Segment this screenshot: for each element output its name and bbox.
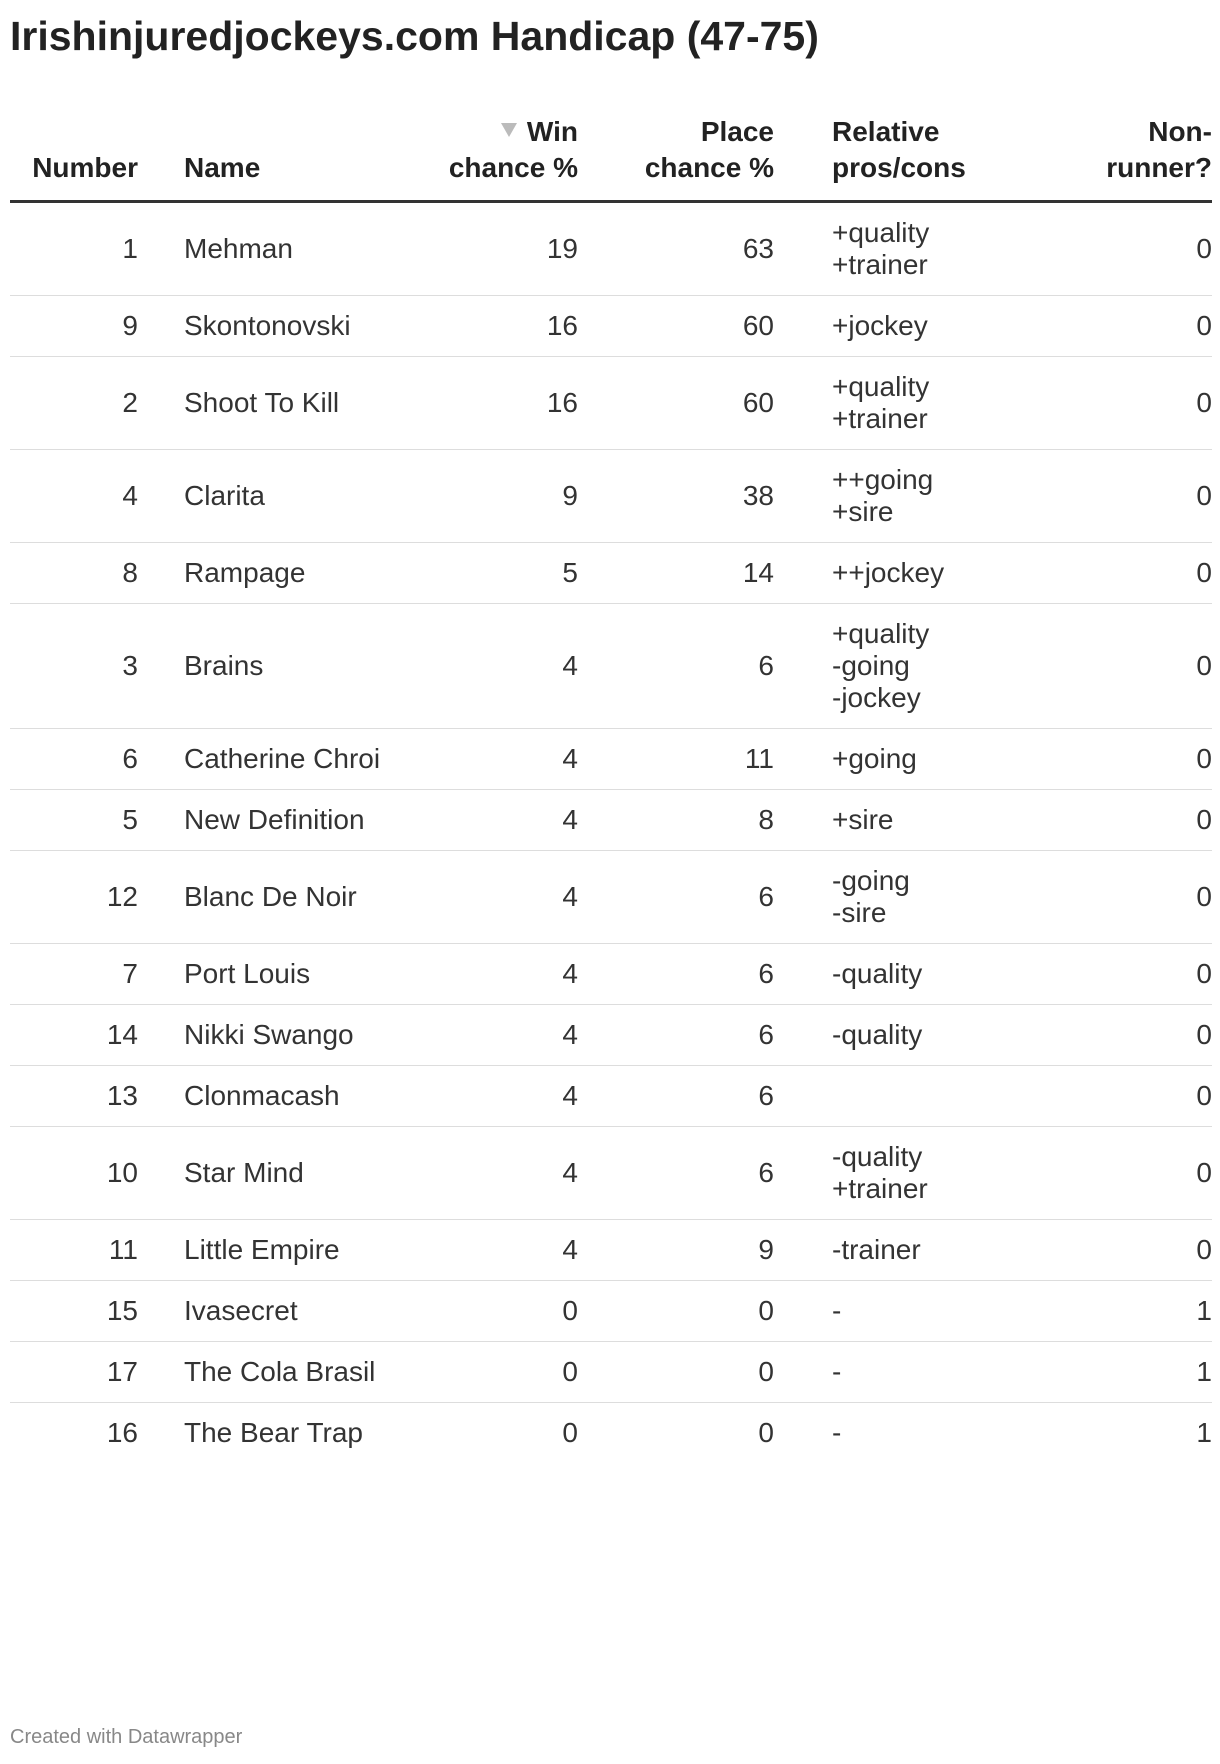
pros-cons-item: +jockey	[832, 310, 928, 341]
cell-name: Mehman	[138, 202, 398, 296]
cell-pros	[774, 1342, 1062, 1403]
cell-number: 15	[10, 1281, 138, 1342]
cell-pros	[774, 1127, 1062, 1220]
column-header-label: Name	[184, 152, 261, 183]
pros-cons-item: -going	[832, 650, 910, 681]
table-row	[10, 1403, 1212, 1464]
cell-nr: 0	[1062, 543, 1212, 604]
cell-win: 4	[398, 1066, 578, 1127]
cell-place: 6	[578, 1127, 774, 1220]
column-header-win[interactable]	[398, 114, 578, 202]
cell-place: 63	[578, 202, 774, 296]
pros-cons-item: -going	[832, 865, 910, 896]
table-header-row	[10, 114, 1212, 202]
cell-pros	[774, 729, 1062, 790]
cell-win: 0	[562, 1417, 578, 1448]
cell-name: Rampage	[138, 543, 398, 604]
cell-place: 6	[578, 1066, 774, 1127]
cell-name: The Cola Brasil	[138, 1342, 398, 1403]
pros-cons-item: -jockey	[832, 682, 921, 713]
cell-name: New Definition	[138, 790, 398, 851]
cell-number: 5	[10, 790, 138, 851]
cell-nr: 1	[1196, 1417, 1212, 1448]
cell-nr: 0	[1062, 450, 1212, 543]
cell-win: 4	[398, 851, 578, 944]
cell-win: 4	[398, 1220, 578, 1281]
cell-place: 60	[578, 296, 774, 357]
cell-name: Nikki Swango	[138, 1005, 398, 1066]
cell-nr: 0	[1062, 357, 1212, 450]
pros-cons-item: -	[832, 1356, 842, 1387]
table-row	[10, 1127, 1212, 1220]
cell-win: 16	[398, 357, 578, 450]
table-row	[10, 729, 1212, 790]
table-row	[10, 1342, 1212, 1403]
cell-number: 8	[10, 543, 138, 604]
cell-win: 4	[398, 1005, 578, 1066]
cell-place: 0	[758, 1417, 774, 1448]
column-header-label: chance %	[644, 152, 774, 183]
cell-number: 1	[10, 202, 138, 296]
cell-name: Little Empire	[138, 1220, 398, 1281]
pros-cons-item: +quality	[832, 618, 930, 649]
cell-nr: 0	[1062, 1220, 1212, 1281]
table-body	[10, 202, 1212, 1464]
column-header-label: pros/cons	[832, 152, 966, 183]
cell-pros	[774, 944, 1062, 1005]
cell-win: 4	[398, 944, 578, 1005]
cell-number: 4	[10, 450, 138, 543]
cell-number: 12	[10, 851, 138, 944]
column-header-nr[interactable]	[1062, 114, 1212, 202]
cell-pros	[774, 1403, 1062, 1464]
table-row	[10, 944, 1212, 1005]
column-header-place[interactable]	[578, 114, 774, 202]
column-header-name[interactable]	[138, 114, 398, 202]
cell-pros	[774, 357, 1062, 450]
cell-pros	[774, 1005, 1062, 1066]
table-row	[10, 543, 1212, 604]
cell-nr: 0	[1062, 202, 1212, 296]
pros-cons-item: ++jockey	[832, 557, 945, 588]
cell-nr: 0	[1062, 604, 1212, 729]
cell-name: Port Louis	[138, 944, 398, 1005]
cell-nr: 0	[1062, 1005, 1212, 1066]
cell-number: 17	[10, 1342, 138, 1403]
cell-place: 38	[578, 450, 774, 543]
cell-name: Skontonovski	[138, 296, 398, 357]
cell-place: 14	[578, 543, 774, 604]
cell-number: 14	[10, 1005, 138, 1066]
cell-pros	[774, 604, 1062, 729]
cell-number: 9	[10, 296, 138, 357]
pros-cons-item: -trainer	[832, 1234, 921, 1265]
pros-cons-item: -	[832, 1417, 842, 1448]
cell-win: 4	[398, 790, 578, 851]
pros-cons-item: -quality	[832, 958, 923, 989]
cell-pros	[774, 296, 1062, 357]
cell-nr: 0	[1062, 790, 1212, 851]
cell-place: 0	[578, 1342, 774, 1403]
cell-name: Clonmacash	[138, 1066, 398, 1127]
cell-name: Catherine Chroi	[138, 729, 398, 790]
cell-win: 9	[398, 450, 578, 543]
column-header-label: runner?	[1106, 152, 1212, 183]
table-row	[10, 296, 1212, 357]
cell-place: 6	[578, 944, 774, 1005]
cell-number: 6	[10, 729, 138, 790]
table-row	[10, 1281, 1212, 1342]
pros-cons-item: +trainer	[832, 249, 928, 280]
cell-nr: 1	[1062, 1342, 1212, 1403]
pros-cons-item: -quality	[832, 1019, 923, 1050]
footer-credit: Created with Datawrapper	[10, 1726, 243, 1748]
cell-win: 0	[398, 1281, 578, 1342]
cell-nr: 0	[1062, 1127, 1212, 1220]
cell-nr: 0	[1062, 729, 1212, 790]
pros-cons-item: +trainer	[832, 1173, 928, 1204]
table-row	[10, 604, 1212, 729]
table-row	[10, 851, 1212, 944]
cell-place: 6	[578, 851, 774, 944]
cell-win: 0	[398, 1342, 578, 1403]
cell-pros	[774, 450, 1062, 543]
cell-win: 19	[398, 202, 578, 296]
pros-cons-item: +sire	[832, 804, 894, 835]
cell-number: 11	[10, 1220, 138, 1281]
table-row	[10, 790, 1212, 851]
cell-name: Clarita	[138, 450, 398, 543]
cell-nr: 0	[1062, 851, 1212, 944]
cell-name: The Bear Trap	[184, 1417, 363, 1448]
table-row	[10, 450, 1212, 543]
column-header-label: Non-	[1148, 116, 1212, 147]
pros-cons-item: -	[832, 1295, 842, 1326]
cell-pros	[774, 851, 1062, 944]
pros-cons-item: ++going	[832, 464, 934, 495]
column-header-label: Win	[526, 116, 578, 147]
cell-place: 8	[578, 790, 774, 851]
cell-number: 13	[10, 1066, 138, 1127]
cell-name: Blanc De Noir	[138, 851, 398, 944]
cell-win: 4	[398, 1127, 578, 1220]
cell-place: 6	[578, 604, 774, 729]
cell-place: 60	[578, 357, 774, 450]
cell-number: 16	[106, 1417, 138, 1448]
cell-name: Shoot To Kill	[138, 357, 398, 450]
column-header-number[interactable]	[10, 114, 138, 202]
column-header-label: Number	[32, 152, 138, 183]
cell-place: 11	[578, 729, 774, 790]
table-row	[10, 1066, 1212, 1127]
cell-win: 4	[398, 729, 578, 790]
cell-pros	[774, 543, 1062, 604]
column-header-label: chance %	[448, 152, 578, 183]
cell-place: 0	[578, 1281, 774, 1342]
cell-place: 6	[578, 1005, 774, 1066]
pros-cons-item: +trainer	[832, 403, 928, 434]
table-row	[10, 1005, 1212, 1066]
cell-name: Star Mind	[138, 1127, 398, 1220]
cell-name: Brains	[138, 604, 398, 729]
table-row	[10, 357, 1212, 450]
chart-title: Irishinjuredjockeys.com Handicap (47-75)	[10, 13, 819, 59]
cell-win: 4	[398, 604, 578, 729]
cell-win: 16	[398, 296, 578, 357]
pros-cons-item: +going	[832, 743, 917, 774]
pros-cons-item: -sire	[832, 897, 887, 928]
cell-number: 10	[10, 1127, 138, 1220]
cell-nr: 0	[1062, 296, 1212, 357]
cell-pros	[774, 202, 1062, 296]
cell-win: 5	[398, 543, 578, 604]
cell-pros	[774, 1066, 1062, 1127]
cell-place: 9	[578, 1220, 774, 1281]
table-row	[10, 1220, 1212, 1281]
cell-number: 3	[10, 604, 138, 729]
pros-cons-item: +quality	[832, 371, 930, 402]
table-row	[10, 202, 1212, 296]
data-table	[10, 114, 1212, 1463]
sort-descending-icon[interactable]	[501, 123, 517, 137]
column-header-pros[interactable]	[774, 114, 1062, 202]
column-header-label: Relative	[832, 116, 940, 147]
cell-number: 2	[10, 357, 138, 450]
pros-cons-item: -quality	[832, 1141, 923, 1172]
pros-cons-item: +sire	[832, 496, 894, 527]
cell-number: 7	[10, 944, 138, 1005]
cell-pros	[774, 790, 1062, 851]
cell-nr: 0	[1062, 1066, 1212, 1127]
cell-pros	[774, 1220, 1062, 1281]
cell-nr: 0	[1062, 944, 1212, 1005]
cell-name: Ivasecret	[138, 1281, 398, 1342]
pros-cons-item: +quality	[832, 217, 930, 248]
cell-nr: 1	[1062, 1281, 1212, 1342]
cell-pros	[774, 1281, 1062, 1342]
column-header-label: Place	[700, 116, 774, 147]
